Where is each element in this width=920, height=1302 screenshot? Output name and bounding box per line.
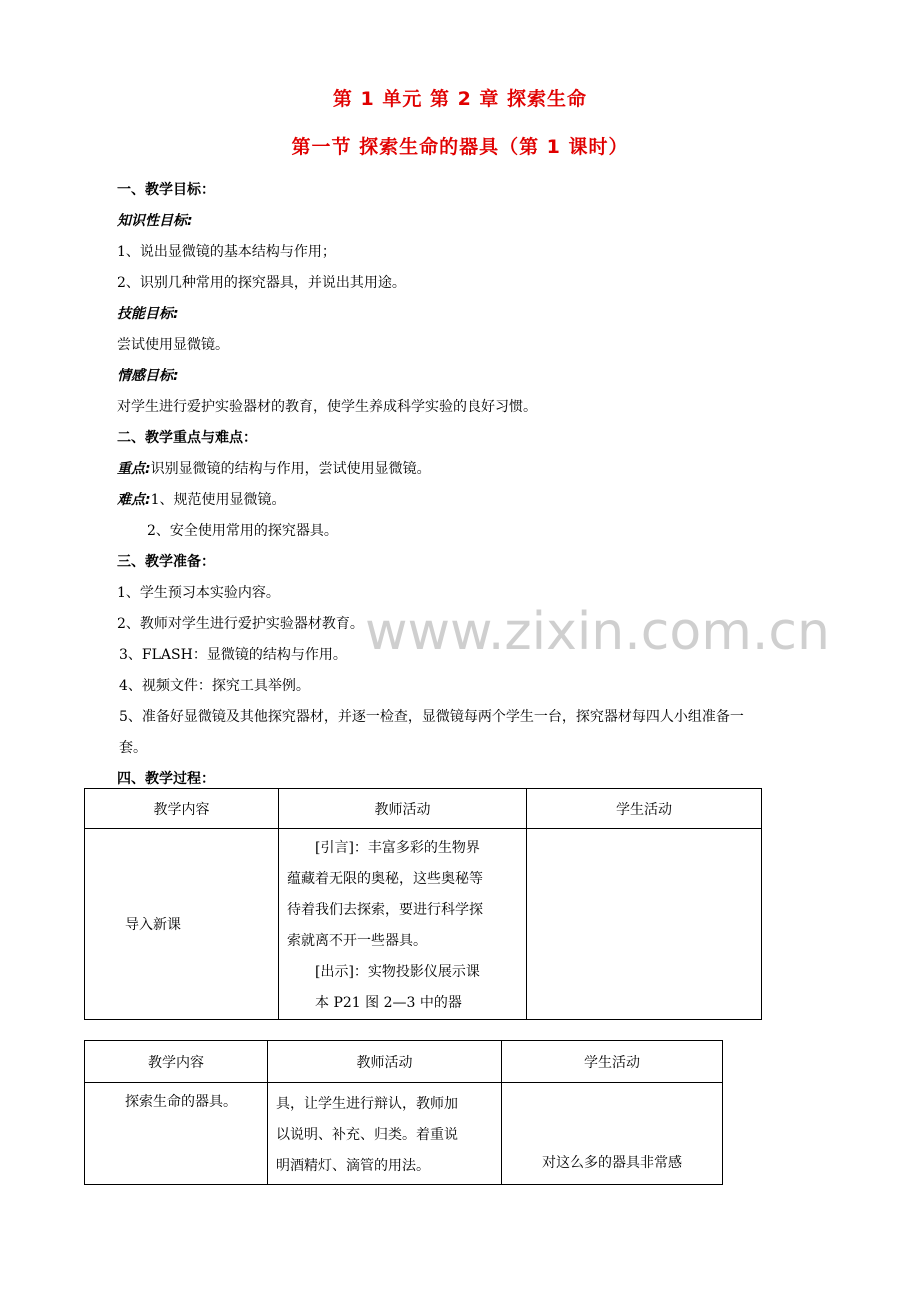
unit-title: 第 1 单元 第 2 章 探索生命 xyxy=(332,88,588,110)
header-content: 教学内容 xyxy=(85,789,279,829)
skill-item-1: 尝试使用显微镜。 xyxy=(117,337,229,353)
header-teacher: 教师活动 xyxy=(279,789,527,829)
teacher-line: 蕴藏着无限的奥秘，这些奥秘等 xyxy=(287,871,483,887)
header-teacher: 教师活动 xyxy=(268,1041,502,1083)
difficulty-item-2: 2、安全使用常用的探究器具。 xyxy=(147,523,338,539)
key-label: 重点: xyxy=(117,461,151,477)
heading-preparation: 三、教学准备： xyxy=(117,554,215,570)
student-cell: 对这么多的器具非常感 xyxy=(502,1083,723,1185)
knowledge-item-2: 2、识别几种常用的探究器具，并说出其用途。 xyxy=(117,275,406,291)
teacher-line: 明酒精灯、滴管的用法。 xyxy=(276,1158,430,1174)
key-text: 识别显微镜的结构与作用，尝试使用显微镜。 xyxy=(150,461,431,477)
header-content: 教学内容 xyxy=(85,1041,268,1083)
process-table-1 xyxy=(84,788,762,1020)
header-student: 学生活动 xyxy=(502,1041,723,1083)
skill-label: 技能目标: xyxy=(117,306,179,322)
prep-item-4: 4、视频文件：探究工具举例。 xyxy=(119,678,310,694)
key-point-line xyxy=(117,458,431,478)
heading-key-points: 二、教学重点与难点： xyxy=(117,430,257,446)
knowledge-item-1: 1、说出显微镜的基本结构与作用； xyxy=(117,244,336,260)
teacher-line: 以说明、补充、归类。着重说 xyxy=(276,1127,458,1143)
prep-item-2: 2、教师对学生进行爱护实验器材教育。 xyxy=(117,616,364,632)
table-row xyxy=(85,829,762,1020)
difficulty-item-1: 1、规范使用显微镜。 xyxy=(150,492,286,508)
header-student: 学生活动 xyxy=(527,789,762,829)
watermark: www.zixin.com.cn xyxy=(365,602,830,662)
emotion-item-1: 对学生进行爱护实验器材的教育，使学生养成科学实验的良好习惯。 xyxy=(117,399,537,415)
heading-objectives: 一、教学目标： xyxy=(117,182,215,198)
teacher-line: 本 P21 图 2—3 中的器 xyxy=(315,995,462,1011)
emotion-label: 情感目标: xyxy=(117,368,179,384)
knowledge-label: 知识性目标: xyxy=(117,213,193,229)
difficulty-line xyxy=(117,489,286,509)
prep-item-5-cont: 套。 xyxy=(119,740,147,756)
teacher-line: 具，让学生进行辩认，教师加 xyxy=(276,1096,458,1112)
teacher-cell xyxy=(268,1083,502,1185)
teacher-line: 待着我们去探索，要进行科学探 xyxy=(287,902,483,918)
table-row xyxy=(85,1083,723,1185)
teacher-line: 索就离不开一些器具。 xyxy=(287,933,427,949)
table-header-row xyxy=(85,1041,723,1083)
process-table-2 xyxy=(84,1040,723,1185)
prep-item-1: 1、学生预习本实验内容。 xyxy=(117,585,280,601)
prep-item-3: 3、FLASH：显微镜的结构与作用。 xyxy=(119,647,347,663)
content-cell: 导入新课 xyxy=(85,829,279,1020)
prep-item-5: 5、准备好显微镜及其他探究器材，并逐一检查，显微镜每两个学生一台，探究器材每四人小组准备一 xyxy=(119,709,744,725)
table-header-row xyxy=(85,789,762,829)
teacher-line: [引言]：丰富多彩的生物界 xyxy=(315,840,480,856)
content-cell: 探索生命的器具。 xyxy=(85,1083,268,1185)
student-cell xyxy=(527,829,762,1020)
section-title: 第一节 探索生命的器具（第 1 课时） xyxy=(291,136,629,158)
teacher-line: [出示]：实物投影仪展示课 xyxy=(315,964,480,980)
difficulty-label: 难点: xyxy=(117,492,151,508)
heading-process: 四、教学过程： xyxy=(117,771,215,787)
teacher-cell xyxy=(279,829,527,1020)
